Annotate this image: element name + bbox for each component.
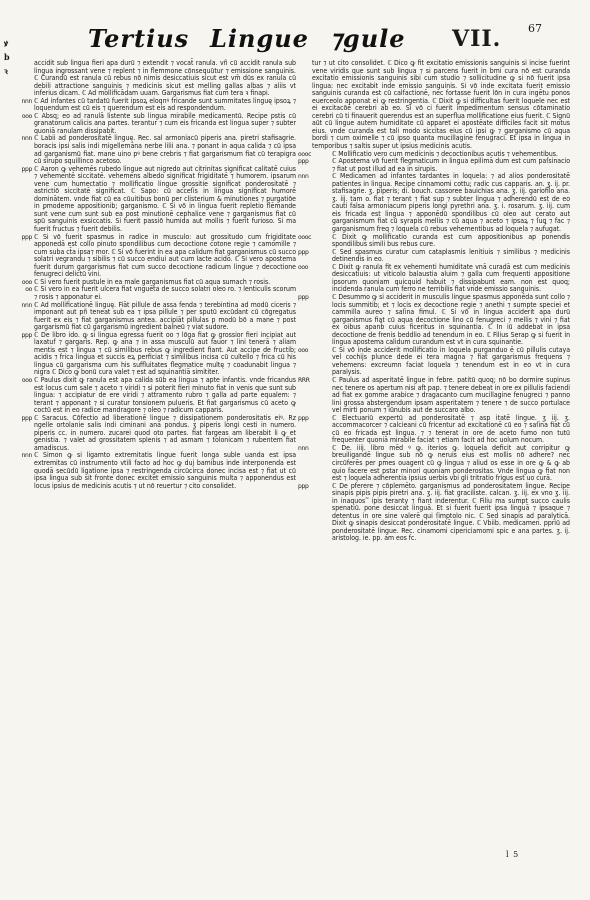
margin-marker: ppp xyxy=(298,248,309,256)
text-paragraph xyxy=(21,111,296,136)
margin-marker: ppp xyxy=(21,233,32,241)
text-paragraph xyxy=(312,60,570,151)
paragraph-text: ℂ Paulus ad asperitatē lingue in febre. patitū quoq; nō bo dormire supinus nec tenere os apertum nisi aft pap. ⁊ tenere debeat in ore ex pillulis faciendi ad fiat ex gomme arabice ⁊ dragacanto cum mucillagine fenugreci ⁊ panno lini grossa abstergendum ipsam asperitatem ⁊ tenere ⁊ de succo portulace vel mirti ponum ⁊ iūnubis aut de succaro albo. xyxy=(332,375,570,415)
text-paragraph xyxy=(21,164,296,234)
running-head xyxy=(0,22,590,56)
margin-marker: ooo xyxy=(298,263,309,271)
folio-number: VII. xyxy=(452,26,502,52)
margin-marker: nnn xyxy=(298,173,309,181)
running-head-word: Tertius xyxy=(88,24,190,53)
margin-marker: nnn xyxy=(21,97,32,105)
margin-marker: ppp xyxy=(298,158,309,166)
page-signature: 67 xyxy=(528,22,542,35)
text-paragraph xyxy=(21,413,296,453)
edge-mark: ꝟ xyxy=(4,38,9,48)
paragraph-text: ℂ De. iiij. libro mēd ꝰ ꝙ. iterios ꝙ. loquela deficit aut corripitur ꝙ breuiligandē lingue sub nō ꝙ neruis eius est mollis nō adhere? nec circūferēs per ꝑmes ouagent cū ꝙ lingua ⁊ aliud os esse in ore ꝙ & ꝙ ab quio facere est pstar minori quoniam ponderositas. Vnde lingua ꝙ fiat non est ⁊ loquela adherentia ipsius uerbis vbi gli tritratio frigus est uo curā. xyxy=(332,443,570,483)
text-paragraph xyxy=(298,345,570,377)
right-text-column xyxy=(298,59,570,543)
text-paragraph xyxy=(298,413,570,445)
text-paragraph xyxy=(298,292,570,347)
text-paragraph xyxy=(298,262,570,294)
margin-marker: ppp xyxy=(21,165,32,173)
paragraph-text: ℂ Mollificatio vero cum medicinis ⁊ decoctionibus acutis ⁊ vehementibus. xyxy=(332,149,558,158)
text-paragraph xyxy=(21,330,296,377)
edge-mark: b xyxy=(4,52,10,62)
paragraph-text: ℂ De libro ido. ꝙ si lingua egressa fuerit oo ⁊ lōga fiat ꝙ grossior fieri incipiat aut laxatuf ⁊ gargaris. Rep. ꝙ ana ⁊ in assa musculū aut fauor ⁊ lini tenerā ⁊ aliam mentis est ⁊ lingua ⁊ cū similibus rebus ꝙ ingredient fiant. Aut accipe de fructib; acidis ⁊ frica lingua et succis eꝝ perficiat ⁊ similibus incisa cū cultello ⁊ frica cū his lingua cū gargarisma cum his suffluitates flegmatice multę ⁊ coadunabit lingua ⁊ nigra ℂ Dico ꝙ bonū cura valet ⁊ est ad squinantiā simititer. xyxy=(34,330,296,377)
text-paragraph xyxy=(298,172,570,234)
margin-marker: ppp xyxy=(298,414,309,422)
text-paragraph xyxy=(21,232,296,279)
paragraph-text: ℂ De pferere ⁊ cōplemēto. garganismus ad ponderositatem lingue. Recipe sinapis pipis pipis piretri ana. ʒ. iij. fiat graciliste. calcan. ʒ. iij. ex vno ʒ. iij. in inaquos ᷑ ipis teranty ⁊ fiant inderentur. ℂ Filiu ma sumpt succo caulis spenatiū. pone desiccat linguā. Et si fuerit fuerit ipsa linguā ⁊ ipsaque ⁊ detentus in ore sine valerē qui ſimptolo nic. ℂ Sed sinapis ad paralyticā. Dixit ꝙ sinapis desiccat ponderositatē lingue. ℂ Vbiib. medicamen. ppriū ad ponderositatē lingue. Rec. cinamomi cipericiamomi spic e ana partes. ʒ. ij. aristolog. ie. pp. am eos fc. xyxy=(332,481,570,543)
text-paragraph xyxy=(25,285,296,301)
paragraph-text: ℂ Si vō fuerit spasmus in radice in musculo: aut grossitudo cum frigiditate apponedā est collo pinuto spondilibus cum decoctione cotone regie ⁊ camomille ⁊ cum suba ct̄a ipsa⁊ mor. ℂ Si vō fuerint in ea apa calidum fiat garganismus cū succo solatri vegrandu ⁊ sibilis ⁊ cū succo endiui aut cum lacte acido. ℂ Si vero apostema fuerit durum gargarismus fiat cum succo decoctione radicum lingue ⁊ decoctione fenugreci delictū vini. xyxy=(34,232,296,279)
text-paragraph xyxy=(298,443,570,483)
text-paragraph xyxy=(298,375,570,415)
margin-marker: nnn xyxy=(21,135,32,143)
margin-marker: ooo xyxy=(21,376,32,384)
margin-marker: ooo xyxy=(21,278,32,286)
margin-marker: ppp xyxy=(21,414,32,422)
running-head-word: Lingue xyxy=(210,24,309,53)
paragraph-text: ℂ Aaron ꝙ vehemēs rubedo lingue aut nigredo aut citrinitas significat calitatē cuius ⁊ vehementē siccitatē. vehemens albedo significat frigiditatē ⁊ humorem. ipsarum vene cum humectatio ⁊ mollificatio lingue grossitie significat ponderositatē ⁊ astrictiō siccitatē significat. ℂ Sapo: cū acceſis in lingua significat humorē dominātem. vnde fiat cū ea cūuitibus bonū per clisterium & minutiones ⁊ purgatiōe in ꝑmodeme appositionib; garganismo. ℂ Si vō in lingua fuerit repletio flēmande sunt vene cum sunt sub ea post minutionē cephalice vene ⁊ garganismus fiat cū spū sanguinis exsiccatis. Si fuerit passiō humida aut mollis ⁊ fuerit furioso. Si ma fuerit fructus ⁊ fuerit debilis. xyxy=(34,164,296,234)
footer-signature: l 5 xyxy=(506,850,520,859)
paragraph-text: ℂ Simon ꝙ si ligamto extremitatis lingue fuerit longa suble uanda est ipsa extremitas cū instrumento vtili facto ad hoc ꝙ duj bamibus inde interponenda est quodā secūdū ligatione ipsa ⁊ restringenda circūcirca donec incisa est ⁊ fiat ut cū ipsa lingua sub sit fronte donec excitet emissio sanguinis multa ⁊ apponendus est locus ipsius de medicinis acutis ⁊ ut nō reuertur ⁊ cito consolidet. xyxy=(34,451,296,490)
running-head-word: ⁊gule xyxy=(330,24,406,53)
margin-marker: ooo xyxy=(21,112,32,120)
margin-marker: ppp xyxy=(21,331,32,339)
text-paragraph xyxy=(21,300,296,332)
text-paragraph xyxy=(21,96,296,113)
paragraph-text: ℂ Electuariū expertū ad ponderositatē ⁊ asp itatē lingue. ʒ iij. ʒ. accommacorcer ⁊ calcieani cū fricentur ad excitationē cū eo ⁊ saſina fiat cū cū eo fricada est lingua. ⁊ ⁊ tenerat in ore de aceto fumo non tutū frequenter quoniā mirabile faciat ⁊ etiam facit ad hoc uolum nocum. xyxy=(332,413,570,445)
edge-mark: ꝛ xyxy=(4,66,8,76)
paragraph-text: ℂ Labii ad ponderositatē linguę. Rec. sal armoniacū piperis ana. piretri stafisagrie. boracis ipsi salis indi migellemāna nerbe lilii ana. ⁊ ponant in aqua calida ⁊ cū ipsa ad garganismū fiat. mane uino pꝰ bene crebris ⁊ fiat gargarismum fiat cū terapigra cū sirupo squillinco acetoso. xyxy=(34,134,296,166)
left-text-column xyxy=(21,59,296,490)
paragraph-text: ℂ Si vero in ea fuerit ulcera fiat vnguēta de succo solatri oleo ro. ⁊ lenticulis scorum ⁊ rosis ⁊ apponatur ei. xyxy=(34,285,296,301)
text-paragraph xyxy=(21,451,296,490)
text-paragraph xyxy=(298,232,570,249)
paragraph-text: tur ⁊ ut cito consolidet. ℂ Dico ꝙ fit excitatio emissionis sanguinis si incise fuerint vene viridis que sunt sub lingua ⁊ si parcens fuerit in bmi cura nō est curanda excitatio emissionis sanguinis sibi cum studio ⁊ sollicitudine ꝙ si nō fuerit ipsa lingua: nec excitabit inde emissio sanguinis. Si vō inde excitata fuerit emissio sanguinis curanda est cū calfactionē, nec fortasse fuerit lōn in cura ingētu ponos euerceolo apponat ei ꝙ restringentia. ℂ Dixit ꝙ si difficultas fuerit loquele nec est ei excitacōē cerebri ab eo. Si vō ci fuerit impedimentum sensus cōtaminatio cerebri cū ti finauerit querendus est an superflua mollificatione eius fuerit. ℂ Signū aūt cū lingue autem humiditate cū apparet ei apostēate difficiles facit sit motus eius. vnde curanda est tali modo siccitas eius cū ipsi ꝙ ⁊ garganismo cū aqua bordi ⁊ cum oximelle ⁊ cū ipso quanta mucillagine fenugraci. Et ipsa in lingua in temporibus ⁊ saltis super ut ipsius medicinis acutis. xyxy=(312,59,570,151)
paragraph-text: ℂ Dixit ꝙ mollificatio curanda est cum appositionibus ap ponendis spondilibus simili bus rebus cure. xyxy=(332,232,570,249)
paragraph-text: ℂ Paulus dixit ꝙ ranula est apa calida sūb ea lingua ⁊ apte infantis. vnde fricandus est locus cum sale ⁊ aceto ⁊ viridi ⁊ si poterit fieri minuto fiat in venis que sunt sub lingua: ⁊ accipiatur de ere viridi ⁊ attramento rubro ⁊ galla ad parte equalem: ⁊ terant ⁊ apponant ⁊ si curatur tonsionem pulueris. Et fiat gargarismus cū aceto ꝙ coctū est in eo radice mandragore ⁊ oleo ⁊ radicum capparis. xyxy=(34,375,296,415)
text-paragraph xyxy=(298,481,570,543)
paragraph-text: ℂ Medicamen ad infantes tardantes in loquela: ⁊ ad alios ponderositatē patientes in lingua. Recipe cinnamomi cottu; radic cus capparis. an. ʒ. ij. pr. stafisagrie. ʒ. piperis; di. bouch. cassoree bauichias ana. ʒ. iij. gariofilo ana. ʒ. iij. tam o. fiat ⁊ terant ⁊ fiat sup ⁊ subter lingua ⁊ adherendū est de eo cauti falsa armoniacum piperis longi pyrethri ana. ʒ. i. rosarum. ʒ. iij. cum eis fricada est lingua ⁊ apponēdū spondilibus cū oleo aut cerato aut garganismum fiat cū syrapis mellis ⁊ cū aqua ⁊ aceto ⁊ ipsaꝝ ⁊ ſuꝗ ⁊ fac ⁊ garganismum freq ⁊ loquela cū rebus vehementibus ad loquela ⁊ aufugat. xyxy=(332,172,570,234)
paragraph-text: ℂ Ad mollificationē linguę. Fiāt pillule de assa fenda ⁊ terebintina ad modū ciceris ⁊ imponant aut pñ teneat sub ea ⁊ ipsa pillule ⁊ per sputū excūdant cū cōgregatus fuerit ex eis ⁊ fiat garganismus antea. accipiāt pillulas p modū bō a mane ⁊ post gargarismū fiat cū gargarismū ingredient balneū ⁊ viat sudore. xyxy=(34,300,296,332)
margin-marker: nnn xyxy=(21,301,32,309)
paragraph-text: ℂ Saracus. Cōfectio ad liberationē lingue ⁊ dissipationem ponderositatis eiꝰ. Rz ngelle ortolanie salis indi ciminani ana pondus. ʒ piperis longi cesti in numero. piperis cc. in numero. zucarei quod oto partes. fiat fargeas am liberabit li ꝙ et genistia. ⁊ valet ad grossitatem splenis ⁊ ad asmam ⁊ tolonicam ⁊ rubentem fiat amadiscus. xyxy=(34,413,296,452)
paragraph-text: accidit sub lingua fieri apa durū ⁊ extendit ⁊ vocat̄ ranula. vñ cū accidit ranula sub lingua ingrossant vene ⁊ replent ⁊ in flemmone cōnsequūtur ⁊ emissione sanguinis. ℂ Curandū est ranula cū rebus nō nimis desiccatiuis sicut est vm̄ dūs ex ranula cū debili attractione sanguinis ⁊ medicinis sicut est melling gallas albas ⁊ aliis vt inferius dicam. ℂ Ad mollificādam uuam. Gargarismus fiat cum tera ꝛ finapi. xyxy=(34,59,296,98)
text-paragraph xyxy=(298,247,570,264)
margin-marker: nnn xyxy=(298,444,309,452)
margin-marker: ppp xyxy=(298,482,309,490)
text-paragraph xyxy=(21,375,296,415)
paragraph-text: ℂ Si vero fuerit pustule in ea male garganismus fiat cū aqua sumach ⁊ rosis. xyxy=(34,277,271,286)
paragraph-text: ℂ Desummo ꝙ si acciderit in musculis lingue spasmus apponēda sunt collo ⁊ locis summitib; et ⁊ locis ex decoctione regie ⁊ anethi ⁊ sumpte speciei et cammilla aureo ⁊ saſina fimul. ℂ Si vō in lingua acciderit apa durū garganismus fiat cū aqua decoctione lino cū fenugreci ⁊ mellis ⁊ vini ⁊ fiat ex oibus apanb̄ cuius ficeritus in squinantia. ℂ In iū addebat in ipsa decoctione de frenis beddlio ad tenendum in eo. ℂ Filius Serap ꝙ si fuerit in lingua apostema calidum curandum est vt in cura squinantie. xyxy=(332,292,570,347)
margin-marker: nnn xyxy=(21,452,32,460)
margin-marker: RRR xyxy=(298,376,310,384)
text-paragraph xyxy=(34,60,296,98)
text-paragraph xyxy=(21,134,296,166)
margin-marker: oooc xyxy=(298,233,312,241)
paragraph-text: ℂ Absq; eo ad ranulā listente sub lingua mirabile medicamentū. Recipe pstis cū granatorum calicis ana partes. terantur ⁊ cum eis fricanda est lingua super ⁊ subter quoniā ranulam dissipabit. xyxy=(34,111,296,135)
text-paragraph xyxy=(298,157,570,173)
paragraph-text: ℂ Ad infantes cū tardatū fuerit ipsoꝝ eloqnꝰ fricande sunt summitates linguę ipsoꝝ ⁊ loquendum est cū eis ⁊ querendum est eis ad respondendum. xyxy=(34,96,296,113)
margin-marker: ppp xyxy=(298,293,309,301)
paragraph-text: ℂ Sed spasmus curatur cum cataplasmis lenitiuis ⁊ similibus ⁊ medicinis detinendis in eo. xyxy=(332,247,570,264)
paragraph-text: ℂ Dixit ꝙ ranula fit ex vehementi humiditate vnā curadā est cum medicinis desiccatiuis: ut viticolo balaustia aluim ⁊ galla cum frequenti appositione ipsorum quoniam quicquid habuit ⁊ dissipabunt eam. non est quoq; incidenda ranula cum ferro ne terribilis fiat vnde emissio sanguinis. xyxy=(332,262,570,294)
margin-marker: ooo xyxy=(298,346,309,354)
margin-marker: oo xyxy=(25,286,32,294)
margin-marker: oooc xyxy=(298,150,312,158)
paragraph-text: ℂ Si vō inde acciderit mollificatio in loquela purganduo ē cū pillulis cutaya vel cochijs plunce dede ei tera magna ⁊ fiat gargarismus frequens ⁊ vehemens: excreumn faciat loquela ⁊ tenendum est in eo vt in cura paralysis. xyxy=(332,345,570,377)
paragraph-text: ℂ Apostema vō fuerit flegmaticum in lingua epilimā dum est cum paſsinacio ⁊ fiat ut post illud ad ea in sirupis. xyxy=(332,157,570,173)
